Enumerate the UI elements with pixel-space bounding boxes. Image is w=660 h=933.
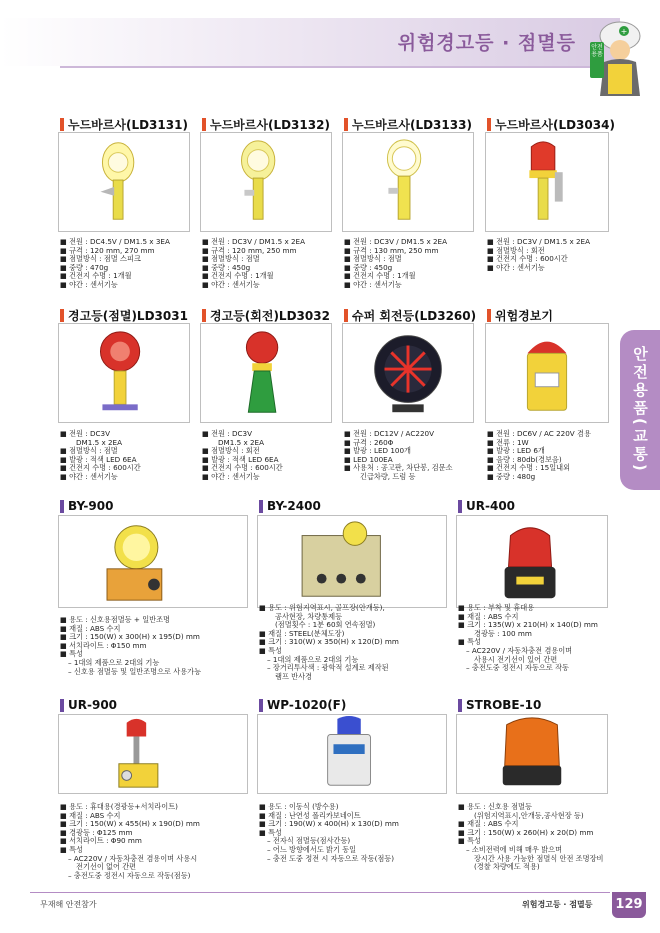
title-marker xyxy=(458,500,462,513)
waterproof-beacon-icon xyxy=(258,715,446,793)
product-name: UR-900 xyxy=(68,698,118,712)
spec-list: ■ 용도 : 신호용 점멸등 (위험지역표시,안개등,공사현장 등) ■ 재질 : ABS 수지 ■ 크기 : 150(W) x 260(H) x 20(D) mm ■ 특성 – 소비전력에 비해 매우 밝으며 장시간 사용 가능한 점멸식 안전 조명장비 (경찰 차량에도 적용) xyxy=(458,802,604,872)
product-name: 누드바르사(LD3132) xyxy=(210,118,330,132)
product-name: 경고등(회전)LD3032 xyxy=(210,309,330,323)
title-marker xyxy=(202,118,206,131)
product-image xyxy=(456,714,608,794)
product-by-900 xyxy=(60,499,113,513)
title-marker xyxy=(60,118,64,131)
product-name: 누드바르사(LD3131) xyxy=(68,118,188,132)
category-side-tab[interactable]: 안전용품(교통) xyxy=(620,330,660,490)
product-image xyxy=(485,132,609,232)
rotating-beacon-icon xyxy=(457,516,607,607)
spec-list: ■ 전원 : DC3V DM1.5 x 2EA ■ 점멸방식 : 점멸 ■ 발광 : 적색 LED 6EA ■ 건전지 수명 : 600시간 ■ 야간 : 센서기능 xyxy=(60,429,141,481)
product-ld3260 xyxy=(344,307,476,324)
product-ld3032 xyxy=(202,307,330,324)
title-marker xyxy=(259,500,263,513)
product-image xyxy=(485,323,609,423)
spec-list: ■ 전원 : DC12V / AC220V ■ 규격 : 260Φ ■ 발광 : LED 100개 ■ LED 100EA ■ 사용처 : 공고판, 차단봉, 검문소 긴급차량, 드럼 등 xyxy=(344,429,453,481)
product-ur-400 xyxy=(458,499,515,513)
spec-list: ■ 전원 : DC3V / DM1.5 x 2EA ■ 점멸방식 : 회전 ■ 건전지 수명 : 600시간 ■ 야간 : 센서기능 xyxy=(487,237,591,272)
footer-slogan: 무재해 안전참가 xyxy=(40,900,97,909)
strobe-light-icon xyxy=(457,715,607,793)
title-marker xyxy=(344,309,348,322)
product-name: 누드바르사(LD3133) xyxy=(352,118,472,132)
spec-list: ■ 전원 : DC3V / DM1.5 x 2EA ■ 규격 : 130 mm, 250 mm ■ 점멸방식 : 점멸 ■ 중량 : 450g ■ 건전지 수명 : 1개월 ■ 야간 : 센서기능 xyxy=(344,237,448,289)
warning-alarm-icon xyxy=(486,324,608,422)
footer-divider xyxy=(30,892,610,893)
spec-list: ■ 전원 : DC3V DM1.5 x 2EA ■ 점멸방식 : 회전 ■ 발광 : 적색 LED 6EA ■ 건전지 수명 : 600시간 ■ 야간 : 센서기능 xyxy=(202,429,283,481)
spec-list: ■ 전원 : DC6V / AC 220V 겸용 ■ 전류 : 1W ■ 발광 : LED 6개 ■ 음량 : 80db(경보음) ■ 건전지 수명 : 15일내외 ■ 중량 : 480g xyxy=(487,429,591,481)
product-warning-alarm xyxy=(487,307,553,324)
title-marker xyxy=(259,699,263,712)
area-warning-lamp-icon xyxy=(258,516,446,607)
title-marker xyxy=(60,500,64,513)
product-wp-1020f xyxy=(259,698,346,712)
spec-list: ■ 용도 : 부착 및 휴대용 ■ 재질 : ABS 수지 ■ 크기 : 135(W) x 210(H) x 140(D) mm 경광등 : 100 mm ■ 특성 – AC220V / 자동차충전 겸용이며 사용시 전기선이 있어 간편 – 충전도중 정전시 자동으로 작동 xyxy=(458,603,598,673)
product-name: 슈퍼 회전등(LD3260) xyxy=(352,309,477,323)
rotating-barricade-lamp-icon xyxy=(486,133,608,231)
product-image xyxy=(58,132,190,232)
product-image xyxy=(58,714,248,794)
spec-list: ■ 용도 : 이동식 (방수용) ■ 재질 : 난연성 폴리카보네이트 ■ 크기 : 190(W) x 400(H) x 130(D) mm ■ 특성 – 전자식 점멸등(점사간등) – 어느 방향에서도 밝기 동일 – 충전 도중 정전 시 자동으로 작동(점등) xyxy=(259,802,399,863)
signal-flashlight-icon xyxy=(59,516,247,607)
spec-list: ■ 용도 : 휴대용(경광등+서치라이트) ■ 재질 : ABS 수지 ■ 크기 : 150(W) x 455(H) x 190(D) mm ■ 경광등 : Φ125 mm ■ 서치라이트 : Φ90 mm ■ 특성 – AC220V / 자동차충전 겸용이며 사용시 전기선이 없어 간편 – 충전도중 정전시 자동으로 작동(점등) xyxy=(60,802,200,880)
product-by-2400 xyxy=(259,499,321,513)
product-image xyxy=(257,515,447,608)
page-number: 129 xyxy=(612,892,646,918)
svg-text:+: + xyxy=(620,27,628,36)
nude-barricade-lamp-icon xyxy=(201,133,331,231)
title-marker xyxy=(458,699,462,712)
product-ld3133 xyxy=(344,116,472,133)
product-image xyxy=(257,714,447,794)
spec-list: ■ 전원 : DC3V / DM1.5 x 2EA ■ 규격 : 120 mm, 250 mm ■ 점멸방식 : 점멸 ■ 중량 : 450g ■ 건전지 수명 : 1개월 ■ 야간 : 센서기능 xyxy=(202,237,306,289)
nude-barricade-lamp-icon xyxy=(343,133,473,231)
footer-section-title: 위험경고등 · 점멸등 xyxy=(522,900,593,909)
product-name: WP-1020(F) xyxy=(267,698,347,712)
title-marker xyxy=(344,118,348,131)
product-ld3031 xyxy=(60,307,188,324)
title-marker xyxy=(60,699,64,712)
product-ur-900 xyxy=(60,698,117,712)
product-strobe-10 xyxy=(458,698,541,712)
title-marker xyxy=(487,309,491,322)
nude-barricade-lamp-icon xyxy=(59,133,189,231)
product-image xyxy=(342,132,474,232)
product-image xyxy=(200,132,332,232)
spec-list: ■ 용도 : 위험지역표시, 골프장(안개등), 공사현장, 차량통제등 (점멸횟수 : 1분 60회 연속점멸) ■ 재질 : STEEL(분체도장) ■ 크기 : 310(W) x 350(H) x 120(D) mm ■ 특성 – 1대의 제품으로 2대의 기능 – 장거리투사색 : 광학적 설계로 제작된 램프 반사경 xyxy=(259,603,399,681)
rotating-warning-lamp-icon xyxy=(201,324,331,422)
title-marker xyxy=(487,118,491,131)
product-name: UR-400 xyxy=(466,499,516,513)
product-name: 위험경보기 xyxy=(495,309,553,323)
product-ld3034 xyxy=(487,116,615,133)
mascot-badge: 안전용품 xyxy=(590,42,604,78)
header-divider xyxy=(60,66,620,68)
product-name: BY-2400 xyxy=(267,499,321,513)
product-name: 경고등(점멸)LD3031 xyxy=(68,309,188,323)
title-marker xyxy=(202,309,206,322)
product-ld3131 xyxy=(60,116,188,133)
product-image xyxy=(342,323,474,423)
product-image xyxy=(456,515,608,608)
product-image xyxy=(58,515,248,608)
spec-list: ■ 전원 : DC4.5V / DM1.5 x 3EA ■ 규격 : 120 mm, 270 mm ■ 점멸방식 : 점멸 스피크 ■ 중량 : 470g ■ 건전지 수명 : 1개월 ■ 야간 : 센서기능 xyxy=(60,237,170,289)
portable-beacon-searchlight-icon xyxy=(59,715,247,793)
super-rotating-lamp-icon xyxy=(343,324,473,422)
spec-list: ■ 용도 : 신호용점멸등 + 일반조명 ■ 재질 : ABS 수지 ■ 크기 : 150(W) x 300(H) x 195(D) mm ■ 서치라이트 : Φ150 mm ■ 특성 – 1대의 제품으로 2대의 기능 – 신호용 점멸등 및 일반조명으로 사용가능 xyxy=(60,615,202,676)
product-image xyxy=(200,323,332,423)
product-name: STROBE-10 xyxy=(466,698,542,712)
page-title: 위험경고등 · 점멸등 xyxy=(397,32,576,54)
title-marker xyxy=(60,309,64,322)
product-ld3132 xyxy=(202,116,330,133)
product-image xyxy=(58,323,190,423)
product-name: 누드바르사(LD3034) xyxy=(495,118,615,132)
product-name: BY-900 xyxy=(68,499,114,513)
flashing-warning-lamp-icon xyxy=(59,324,189,422)
